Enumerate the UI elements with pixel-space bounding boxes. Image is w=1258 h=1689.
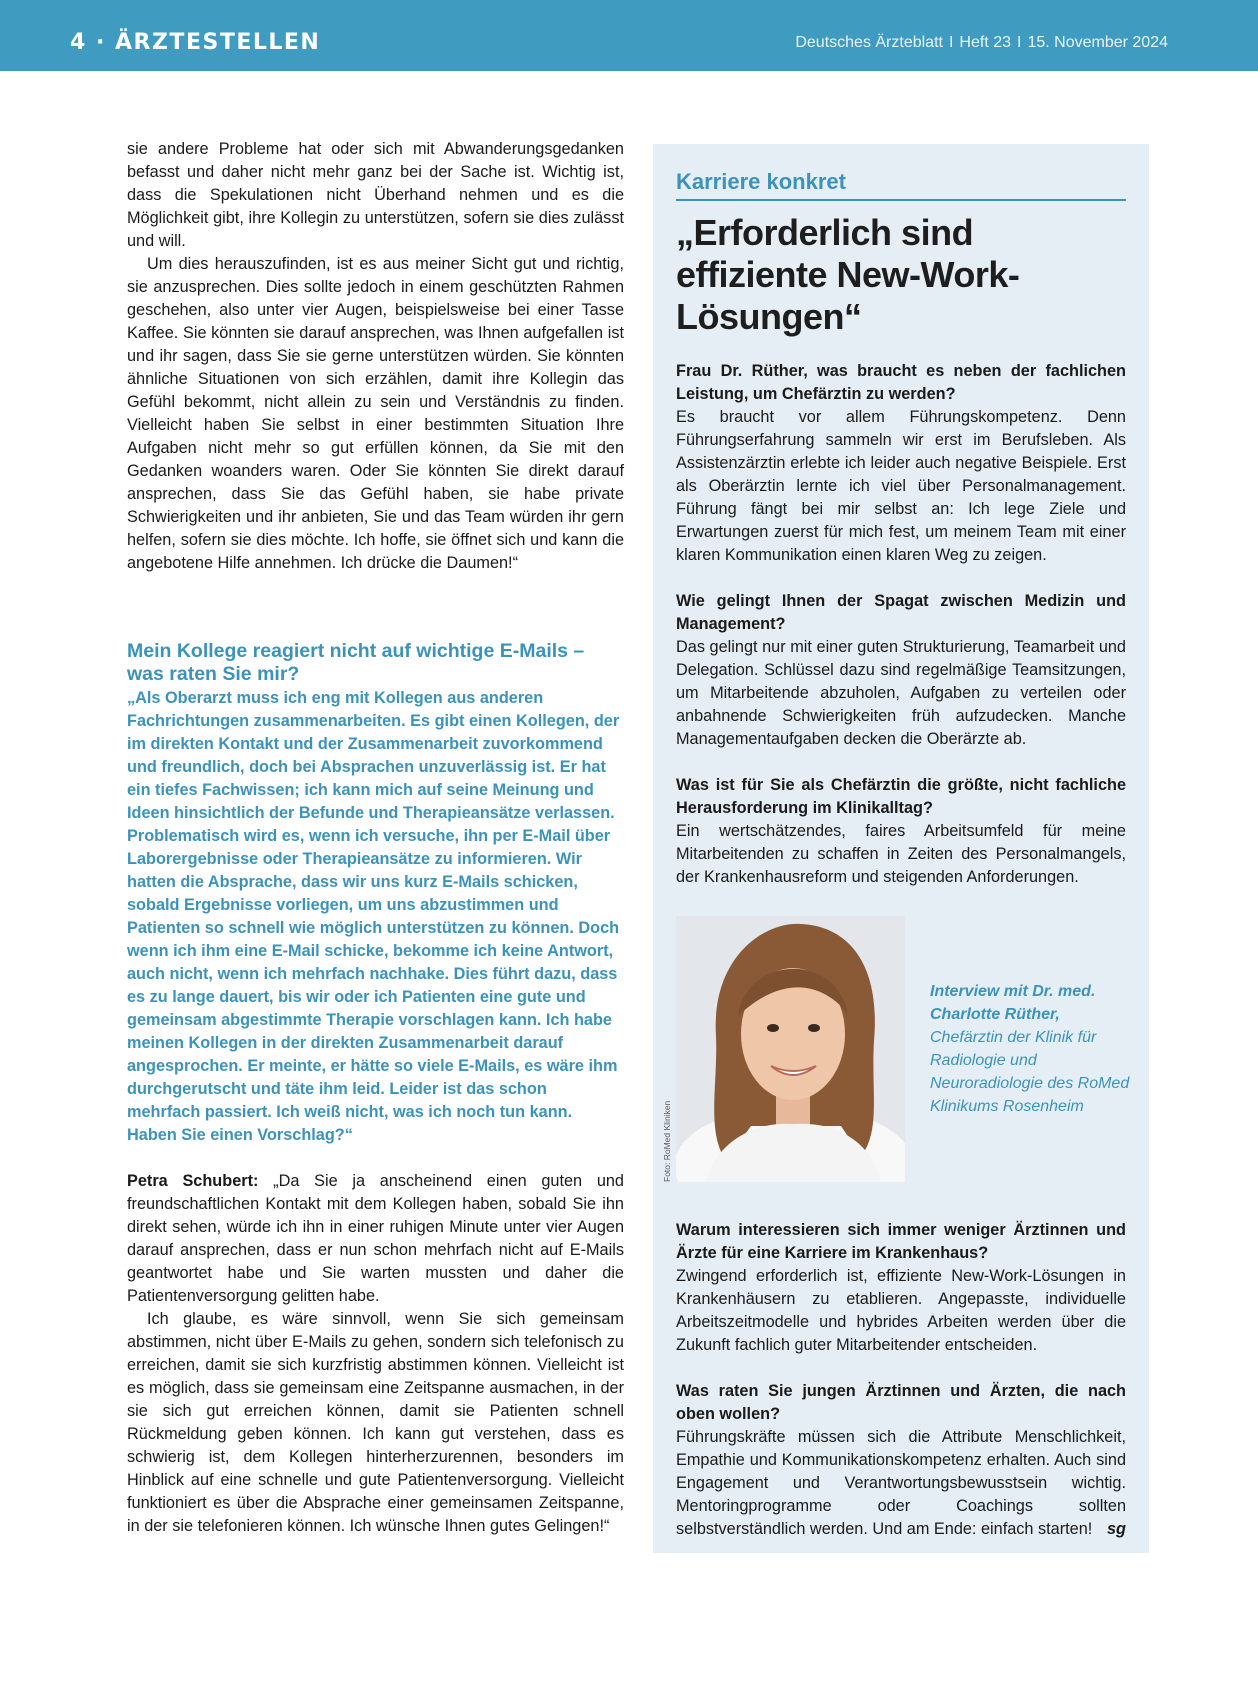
photo-credit: Foto: RoMed Kliniken (662, 1100, 672, 1182)
interview-qa (676, 1219, 1126, 1357)
portrait-section (662, 916, 1130, 1182)
interview-answer: Führungskräfte müssen sich die Attribute Menschlichkeit, Empathie und Kommunikationskompetenz erhalten. Auch sind Engagement und Verantwortungsbewusstsein wichtig. Mentoringprogramme oder Coachings sollten selbstverständlich werden. Und am Ende: einfach starten! sg (676, 1426, 1126, 1541)
interview-question: Wie gelingt Ihnen der Spagat zwischen Medizin und Management? (676, 592, 1126, 633)
interview-question: Was raten Sie jungen Ärztinnen und Ärzten, die nach oben wollen? (676, 1382, 1126, 1423)
interview-qa (676, 590, 1126, 751)
paragraph: Um dies herauszufinden, ist es aus meiner Sicht gut und richtig, sie anzusprechen. Dies sollte jedoch in einem geschützten Rahmen geschehen, also unter vier Augen, beispielsweise bei einer Tasse Kaffee. Sie könnten sie darauf ansprechen, was Ihnen aufgefallen ist und ihr sagen, dass Sie sie gerne unterstützen würden. Sie könnten ähnliche Situationen von sich erzählen, damit ihre Kollegin das Gefühl bekommt, nicht allein zu sein und Verständnis zu finden. Vielleicht haben Sie selbst in einer bestimmten Situation Ihre Aufgaben nicht mehr so gut erfüllen können, da Sie mit den Gedanken woanders waren. Oder Sie könnten Sie direkt darauf ansprechen, dass Sie das Gefühl haben, sie habe private Schwierigkeiten und ihr anbieten, Sie und das Team würden ihr gern helfen, sofern sie dies möchte. Ich hoffe, sie öffnet sich und kann die angebotene Hilfe annehmen. Ich drücke die Daumen!“ (127, 255, 624, 572)
speaker-name: Petra Schubert: (127, 1172, 259, 1190)
interview-answer: Ein wertschätzendes, faires Arbeitsumfeld für meine Mitarbeitenden zu schaffen in Zeiten des Personalmangels, der Krankenhausreform und steigenden Anforderungen. (676, 822, 1126, 886)
section-title: 4 · ÄRZTESTELLEN (70, 30, 321, 55)
expert-answer (127, 1170, 624, 1538)
interview-answer: Es braucht vor allem Führungskompetenz. Denn Führungserfahrung sammeln wir erst im Berufsleben. Als Assistenzärztin erlebte ich leider auch negative Beispiele. Erst als Oberärztin lernte ich viel über Personalmanagement. Führung fängt bei mir selbst an: Ich lege Ziele und Erwartungen zuerst für mich fest, um meinem Team mit einer klaren Kommunikation einen klaren Weg zu zeigen. (676, 408, 1126, 564)
box-kicker: Karriere konkret (676, 168, 1126, 201)
interview-question: Was ist für Sie als Chefärztin die größte, nicht fachliche Herausforderung im Klinikalltag? (676, 776, 1126, 817)
interview-qa (676, 360, 1126, 567)
reader-question-heading: Mein Kollege reagiert nicht auf wichtige E-Mails – was raten Sie mir? (127, 640, 585, 685)
page-header (0, 0, 1258, 71)
answer-text: „Da Sie ja anscheinend einen guten und freundschaftlichen Kontakt mit dem Kollegen haben, sobald Sie ihn direkt sehen, würde ich ihn in einer ruhigen Minute unter vier Augen darauf ansprechen, dass er nun schon mehrfach nicht auf E-Mails geantwortet habe und Sie warten mussten und daher die Patientenversorgung gelitten habe. (127, 1172, 624, 1305)
reader-question-text: „Als Oberarzt muss ich eng mit Kollegen aus anderen Fachrichtungen zusammenarbeiten. Es gibt einen Kollegen, der im direkten Kontakt und der Zusammenarbeit zuvorkommend und freundlich, doch bei Absprachen unzuverlässig ist. Er hat ein tiefes Fachwissen; ich kann mich auf seine Meinung und Ideen hinsichtlich der Befunde und Therapieansätze verlassen. Problematisch wird es, wenn ich versuche, ihn per E-Mail über Laborergebnisse oder Therapieansätze zu informieren. Wir hatten die Absprache, dass wir uns kurz E-Mails schicken, sobald Ergebnisse vorliegen, um uns abzustimmen und Patienten so schnell wie möglich unterstützen zu können. Doch wenn ich ihm eine E-Mail schicke, bekomme ich keine Antwort, auch nicht, wenn ich mehrfach nachhake. Dies führt dazu, dass es zu lange dauert, bis wir oder ich Patienten eine gute und gemeinsam abgestimmte Therapie vorschlagen kann. Ich habe meinen Kollegen in der direkten Zusammenarbeit darauf angesprochen. Er meinte, er hätte so viele E-Mails, es wäre ihm durchgerutscht und täte ihm leid. Leider ist das schon mehrfach passiert. Ich weiß nicht, was ich noch tun kann. Haben Sie einen Vorschlag?“ (127, 689, 620, 1144)
interview-question: Frau Dr. Rüther, was braucht es neben der fachlichen Leistung, um Chefärztin zu werden? (676, 362, 1126, 403)
box-headline: „Erforderlich sind effiziente New-Work-Lösungen“ (676, 212, 1020, 337)
interview-answer: Zwingend erforderlich ist, effiziente New-Work-Lösungen in Krankenhäusern zu etablieren. Angepasste, individuelle Arbeitszeitmodelle und hybrides Arbeiten werden über die Zukunft fachlich guter Mitarbeitender entscheiden. (676, 1267, 1126, 1354)
portrait-illustration (676, 916, 905, 1182)
author-signature: sg (1106, 1520, 1126, 1538)
photo-caption: Interview mit Dr. med. Charlotte Rüther, Chefärztin der Klinik für Radiologie und Neuroradiologie des RoMed Klinikums Rosenheim (930, 983, 1130, 1115)
interview-qa (676, 774, 1126, 889)
issue-info: Deutsches Ärzteblatt I Heft 23 I 15. November 2024 (795, 34, 1168, 51)
interview-question: Warum interessieren sich immer weniger Ärztinnen und Ärzte für eine Karriere im Krankenhaus? (676, 1221, 1126, 1262)
answer-text: Ich glaube, es wäre sinnvoll, wenn Sie sich gemeinsam abstimmen, nicht über E-Mails zu gehen, sondern sich telefonisch zu erreichen, damit sie sich kurzfristig abstimmen können. Vielleicht ist es möglich, dass sie gemeinsam eine Zeitspanne ausmachen, in der sie sich gut erreichen können, damit sie Patienten schnell Rückmeldung geben können. Ich kann gut verstehen, dass es schwierig ist, dem Kollegen hinterherzurennen, besonders im Hinblick auf eine schnelle und gute Patientenversorgung. Vielleicht funktioniert es über die Absprache einer gemeinsamen Zeitspanne, in der sie telefonieren können. Ich wünsche Ihnen gutes Gelingen!“ (127, 1310, 624, 1535)
paragraph: sie andere Probleme hat oder sich mit Abwanderungsgedanken befasst und daher nicht mehr ganz bei der Sache ist. Wichtig ist, dass die Spekulationen nicht Überhand nehmen und es die Möglichkeit gibt, ihre Kollegin zu unterstützen, sofern sie dies zulässt und will. (127, 140, 624, 250)
portrait-photo (676, 916, 905, 1182)
interview-answer: Das gelingt nur mit einer guten Strukturierung, Teamarbeit und Delegation. Schlüssel dazu sind regelmäßige Teamsitzungen, um Mitarbeitende abzuholen, Aufgaben zu verteilen oder anbahnende Schwierigkeiten früh aufzudecken. Manche Managementaufgaben decken die Oberärzte ab. (676, 638, 1126, 748)
main-column (127, 138, 624, 1538)
interview-qa (676, 1380, 1126, 1541)
interview-box (653, 144, 1149, 1553)
